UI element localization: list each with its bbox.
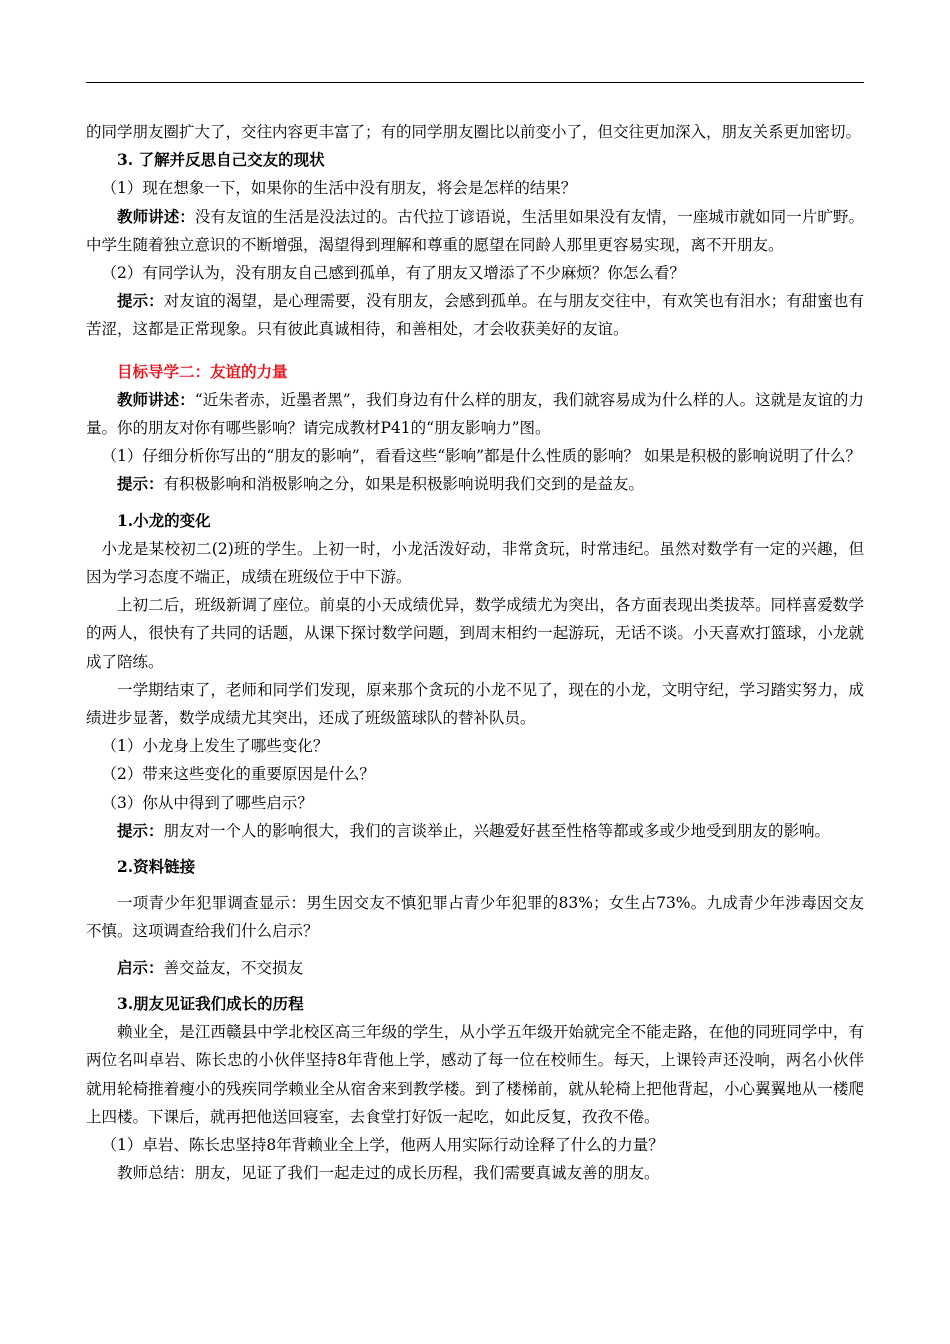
labeled-paragraph xyxy=(86,203,864,259)
header-rule xyxy=(86,82,864,83)
body-paragraph: 教师总结：朋友，见证了我们一起走过的成长历程，我们需要真诚友善的朋友。 xyxy=(117,1164,660,1183)
labeled-paragraph xyxy=(86,470,864,498)
body-paragraph: 小龙是某校初二(2)班的学生。上初一时，小龙活泼好动，非常贪玩，时常违纪。虽然对数学有一定的兴趣，但因为学习态度不端正，成绩在班级位于中下游。 xyxy=(86,539,864,587)
paragraph-spacer xyxy=(86,946,864,954)
paragraph-spacer xyxy=(86,499,864,507)
paragraph-text: 没有友谊的生活是没法过的。古代拉丁谚语说，生活里如果没有友情，一座城市就如同一片旷野。中学生随着独立意识的不断增强，渴望得到理解和尊重的愿望在同龄人那里更容易实现，离不开朋友。 xyxy=(86,207,864,254)
paragraph-text: “近朱者赤，近墨者黑”，我们身边有什么样的朋友，我们就容易成为什么样的人。这就是友谊的力量。你的朋友对你有哪些影响？请完成教材P41的“朋友影响力”图。 xyxy=(86,390,864,438)
document-body xyxy=(86,118,864,1187)
paragraph-spacer xyxy=(86,982,864,990)
section-heading: 2.资料链接 xyxy=(117,857,196,877)
paragraph-label: 启示： xyxy=(117,957,164,977)
section-heading: 1.小龙的变化 xyxy=(117,510,211,530)
body-paragraph: （1）现在想象一下，如果你的生活中没有朋友，将会是怎样的结果？ xyxy=(101,179,577,198)
paragraph-text: 有积极影响和消极影响之分，如果是积极影响说明我们交到的是益友。 xyxy=(163,475,645,494)
section-spacer xyxy=(86,344,864,358)
body-paragraph: （3）你从中得到了哪些启示？ xyxy=(101,793,313,812)
section-heading: 3.朋友见证我们成长的历程 xyxy=(117,993,304,1013)
paragraph-text: 朋友对一个人的影响很大，我们的言谈举止，兴趣爱好甚至性格等都或多或少地受到朋友的影响。 xyxy=(163,821,831,840)
paragraph-label: 教师讲述： xyxy=(117,206,195,226)
paragraph-text: 善交益友，不交损友 xyxy=(163,958,304,977)
body-paragraph: （1）小龙身上发生了哪些变化？ xyxy=(101,737,329,756)
paragraph-label: 教师讲述： xyxy=(117,389,195,409)
labeled-paragraph xyxy=(86,954,864,982)
paragraph-label: 提示： xyxy=(117,474,164,494)
body-paragraph: 一学期结束了，老师和同学们发现，原来那个贪玩的小龙不见了，现在的小龙，文明守纪，学习踏实努力，成绩进步显著，数学成绩尤其突出，还成了班级篮球队的替补队员。 xyxy=(86,680,864,728)
paragraph-label: 提示： xyxy=(117,820,164,840)
body-paragraph: （2）有同学认为，没有朋友自己感到孤单，有了朋友又增添了不少麻烦？你怎么看？ xyxy=(101,264,685,283)
labeled-paragraph xyxy=(86,817,864,845)
body-paragraph: 的同学朋友圈扩大了，交往内容更丰富了；有的同学朋友圈比以前变小了，但交往更加深入，朋友关系更加密切。 xyxy=(86,123,862,141)
paragraph-label: 提示： xyxy=(117,291,164,311)
labeled-paragraph xyxy=(86,287,864,343)
body-paragraph: （2）带来这些变化的重要原因是什么？ xyxy=(101,765,375,784)
body-paragraph: 赖业全，是江西赣县中学北校区高三年级的学生，从小学五年级开始就完全不能走路，在他的同班同学中，有两位名叫卓岩、陈长忠的小伙伴坚持8年背他上学，感动了每一位在校师生。每天，上课铃声还没响，两名小伙伴就用轮椅推着瘦小的残疾同学赖业全从宿舍来到教学楼。到了楼梯前，就从轮椅上把他背起，小心翼翼地从一楼爬上四楼。下课后，就再把他送回寝室，去食堂打好饭一起吃，如此反复，孜孜不倦。 xyxy=(86,1023,864,1126)
paragraph-spacer xyxy=(86,881,864,889)
body-paragraph: 一项青少年犯罪调查显示：男生因交友不慎犯罪占青少年犯罪的83%；女生占73%。九成青少年涉毒因交友不慎。这项调查给我们什么启示？ xyxy=(86,894,864,941)
labeled-paragraph xyxy=(86,386,864,442)
goal-heading: 目标导学二：友谊的力量 xyxy=(117,361,288,381)
body-paragraph: （1）仔细分析你写出的“朋友的影响”，看看这些“影响”都是什么性质的影响？ 如果是积极的影响说明了什么？ xyxy=(101,447,861,466)
body-paragraph: （1）卓岩、陈长忠坚持8年背赖业全上学，他两人用实际行动诠释了什么的力量？ xyxy=(101,1135,664,1154)
body-paragraph: 上初二后，班级新调了座位。前桌的小天成绩优异，数学成绩尤为突出，各方面表现出类拔萃。同样喜爱数学的两人，很快有了共同的话题，从课下探讨数学问题，到周末相约一起游玩，无话不谈。小天喜欢打篮球，小龙就成了陪练。 xyxy=(86,596,864,671)
section-heading: 3. 了解并反思自己交友的现状 xyxy=(117,150,325,170)
paragraph-spacer xyxy=(86,845,864,853)
paragraph-text: 对友谊的渴望，是心理需要，没有朋友，会感到孤单。在与朋友交往中，有欢笑也有泪水；有甜蜜也有苦涩，这都是正常现象。只有彼此真诚相待，和善相处，才会收获美好的友谊。 xyxy=(86,292,864,339)
